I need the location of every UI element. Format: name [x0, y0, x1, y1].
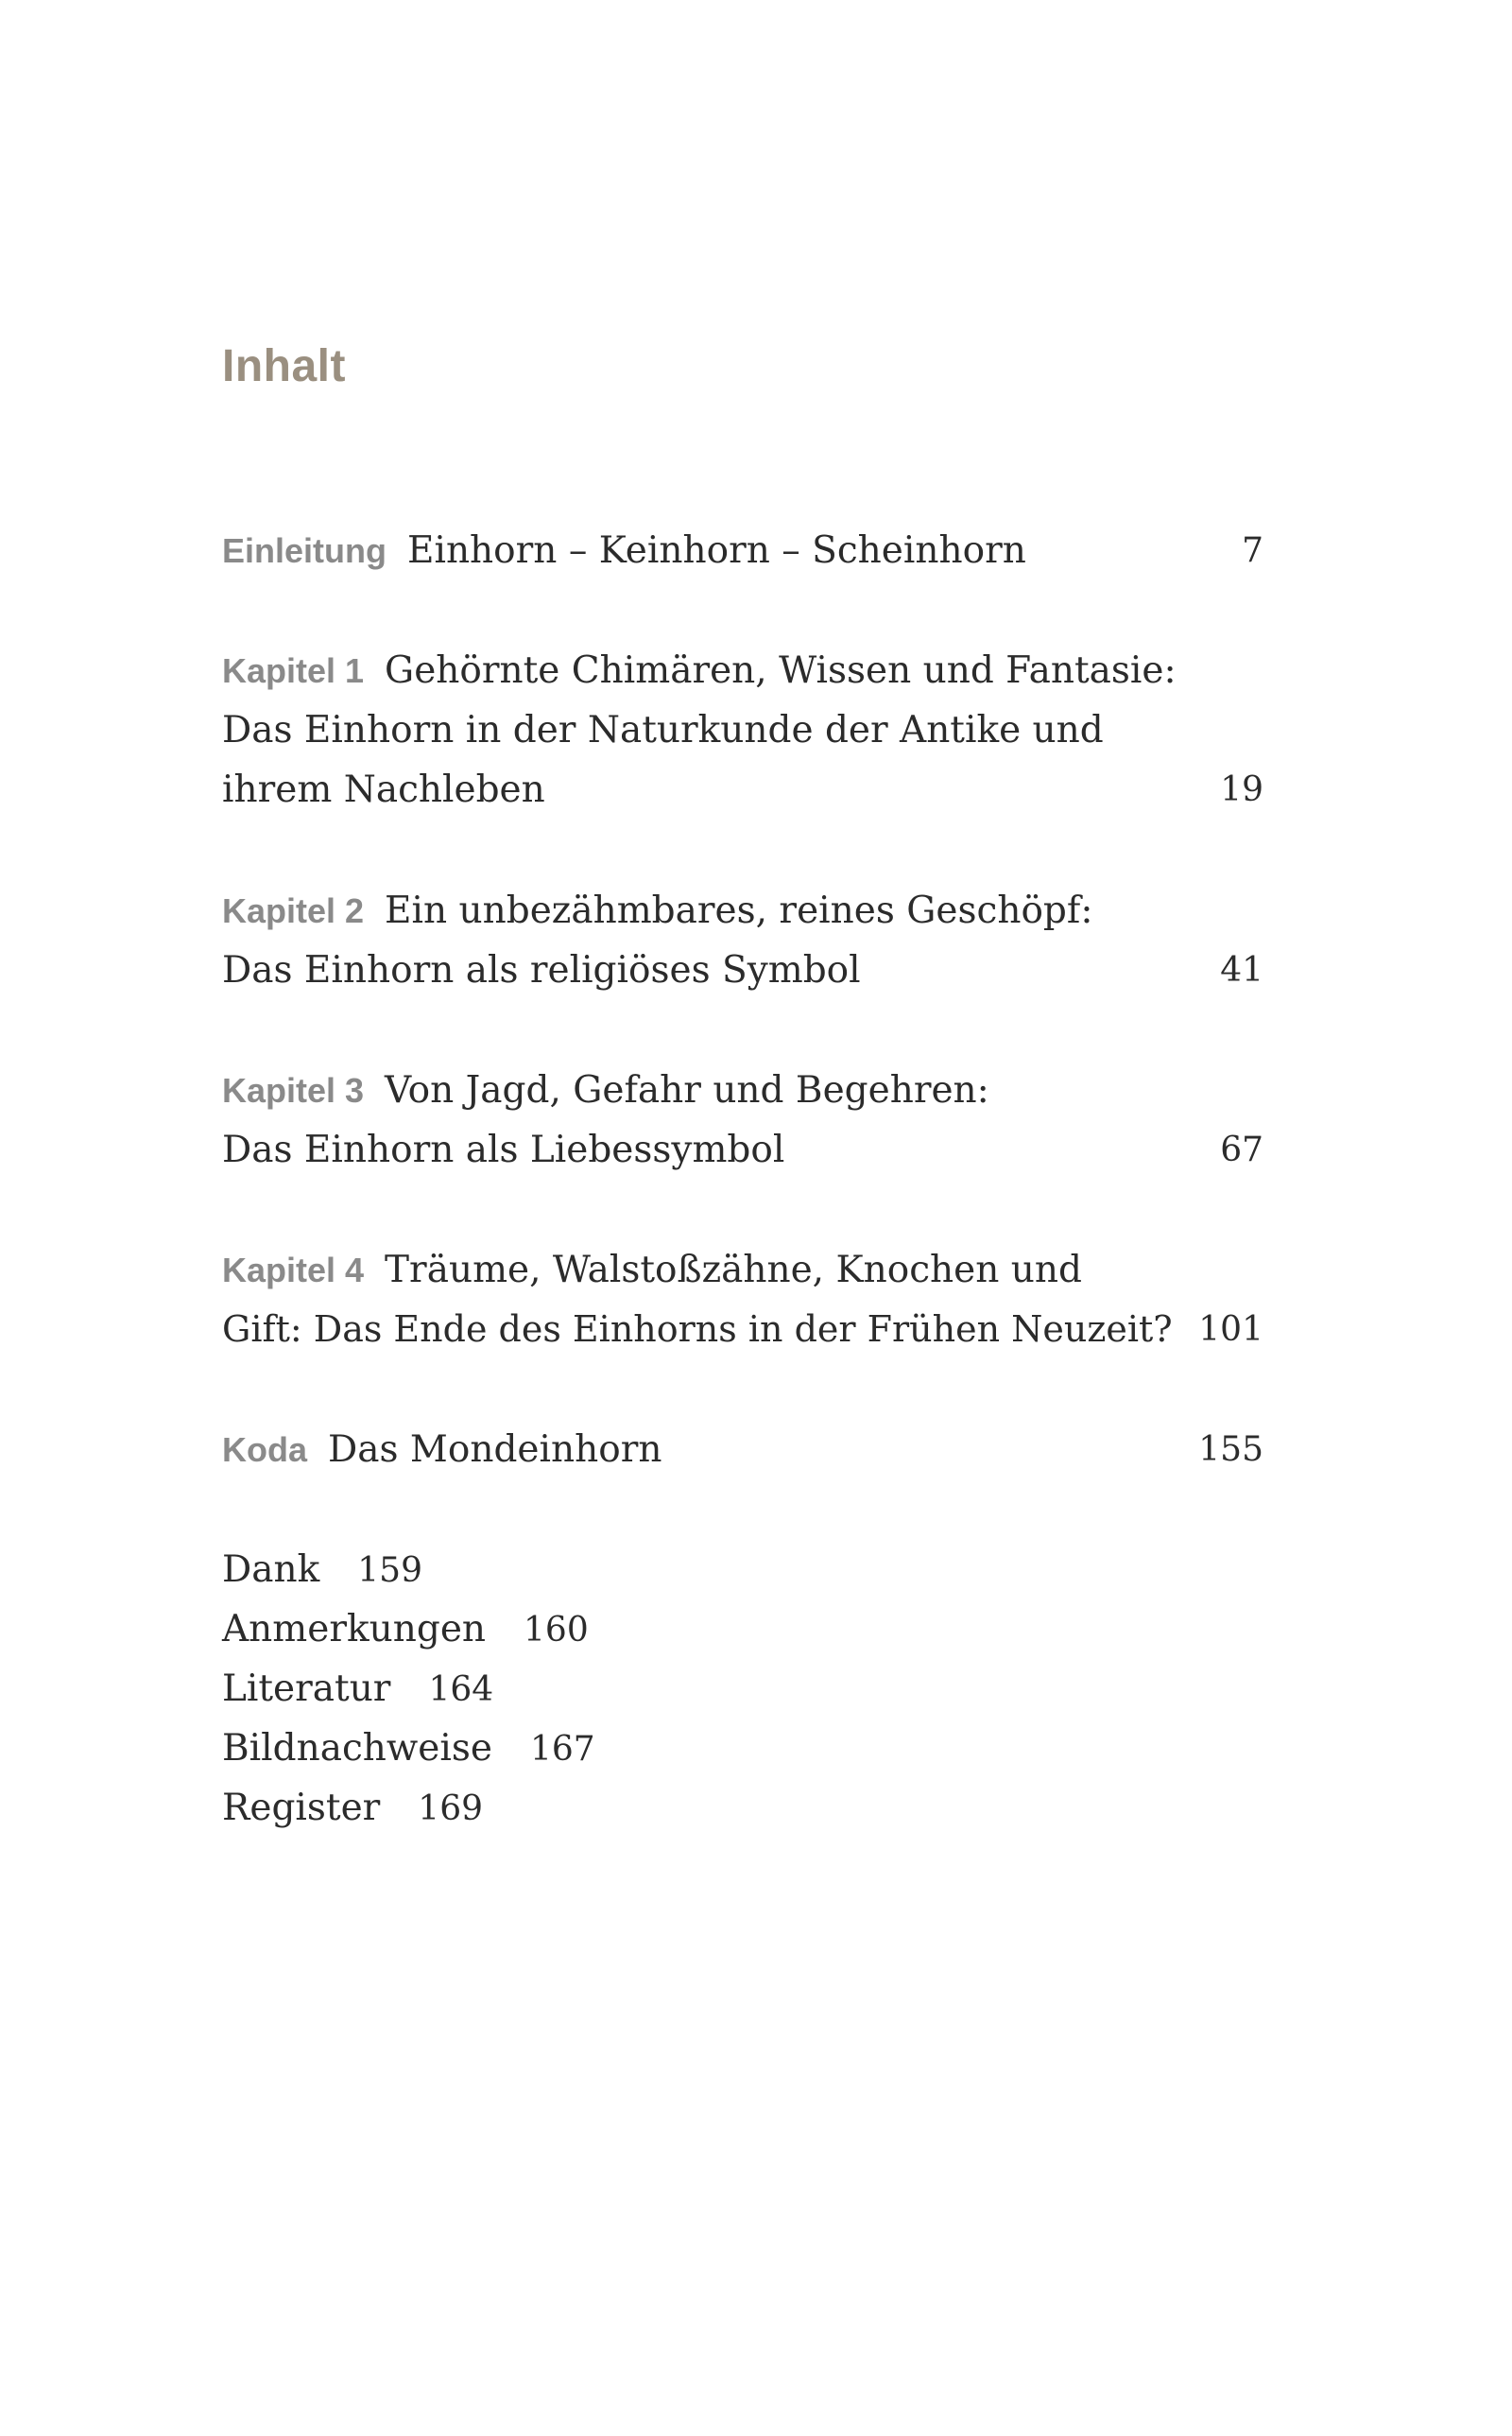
- back-matter-page: 167: [529, 1730, 595, 1769]
- toc-entry-line: [222, 1061, 1263, 1120]
- toc-page-number: 19: [1220, 770, 1263, 809]
- back-matter-page: 159: [357, 1551, 422, 1590]
- toc-entry-line: [222, 1240, 1263, 1300]
- toc-entry-text: Das Einhorn als Liebessymbol: [222, 1129, 785, 1171]
- back-matter-item-literatur[interactable]: [222, 1659, 595, 1719]
- toc-page-number: 41: [1220, 951, 1263, 990]
- back-matter-title: Dank: [222, 1548, 320, 1591]
- toc-entry-label: Kapitel 3: [222, 1071, 365, 1110]
- toc-entry-label: Koda: [222, 1430, 307, 1469]
- toc-page-number: 7: [1242, 531, 1263, 570]
- toc-page-number: 67: [1220, 1131, 1263, 1169]
- back-matter-title: Register: [222, 1787, 381, 1829]
- toc-entry-line: [222, 941, 1263, 1000]
- toc-entry-text: Das Einhorn in der Naturkunde der Antike und: [222, 709, 1104, 752]
- toc-entry-chapter-1[interactable]: [222, 641, 1263, 820]
- back-matter-item-dank[interactable]: [222, 1540, 595, 1599]
- toc-entry-text: ihrem Nachleben: [222, 769, 545, 811]
- toc-entry-chapter-3[interactable]: [222, 1061, 1263, 1180]
- toc-entry-label: Kapitel 1: [222, 651, 365, 690]
- toc-entry-label: Kapitel 4: [222, 1251, 365, 1289]
- back-matter-item-anmerkungen[interactable]: [222, 1599, 595, 1659]
- back-matter-item-register[interactable]: [222, 1778, 595, 1838]
- toc-entry-label: Kapitel 2: [222, 891, 365, 930]
- toc-entry-text: Träume, Walstoßzähne, Knochen und: [385, 1249, 1082, 1291]
- back-matter-title: Anmerkungen: [222, 1608, 487, 1650]
- toc-entry-label: Einleitung: [222, 531, 387, 570]
- back-matter-item-bildnachweise[interactable]: [222, 1719, 595, 1778]
- toc-entry-text: Das Mondeinhorn: [328, 1428, 662, 1471]
- page-title: Inhalt: [222, 341, 346, 391]
- toc-entry-text: Gehörnte Chimären, Wissen und Fantasie:: [385, 649, 1177, 692]
- back-matter-page: 169: [418, 1789, 484, 1828]
- toc-entry-line: [222, 881, 1263, 941]
- back-matter-page: 164: [428, 1670, 494, 1709]
- toc-entry-chapter-2[interactable]: [222, 881, 1263, 1000]
- toc-entry-text: Ein unbezähmbares, reines Geschöpf:: [385, 890, 1093, 932]
- back-matter-title: Literatur: [222, 1667, 391, 1710]
- toc-entry-introduction[interactable]: [222, 521, 1263, 580]
- toc-entry-text: Das Einhorn als religiöses Symbol: [222, 949, 861, 992]
- back-matter-title: Bildnachweise: [222, 1727, 492, 1770]
- back-matter-page: 160: [524, 1611, 589, 1650]
- toc-page-number: 155: [1198, 1430, 1263, 1469]
- toc-entry-line: [222, 1420, 1263, 1479]
- toc-entry-text: Einhorn – Keinhorn – Scheinhorn: [407, 529, 1026, 572]
- toc-entry-chapter-4[interactable]: [222, 1240, 1263, 1359]
- toc-entry-text: Gift: Das Ende des Einhorns in der Frühen Neuzeit?: [222, 1308, 1173, 1350]
- toc-entry-line: [222, 760, 1263, 820]
- toc-entry-line: [222, 1300, 1263, 1359]
- back-matter-list: [222, 1540, 595, 1838]
- toc-page-number: 101: [1198, 1310, 1263, 1349]
- toc-entry-text: Von Jagd, Gefahr und Begehren:: [385, 1069, 989, 1112]
- toc-entry-line: [222, 1120, 1263, 1180]
- toc-entry-coda[interactable]: [222, 1420, 1263, 1479]
- toc-entry-line: [222, 700, 1263, 760]
- toc-entry-line: [222, 641, 1263, 700]
- toc-entry-line: [222, 521, 1263, 580]
